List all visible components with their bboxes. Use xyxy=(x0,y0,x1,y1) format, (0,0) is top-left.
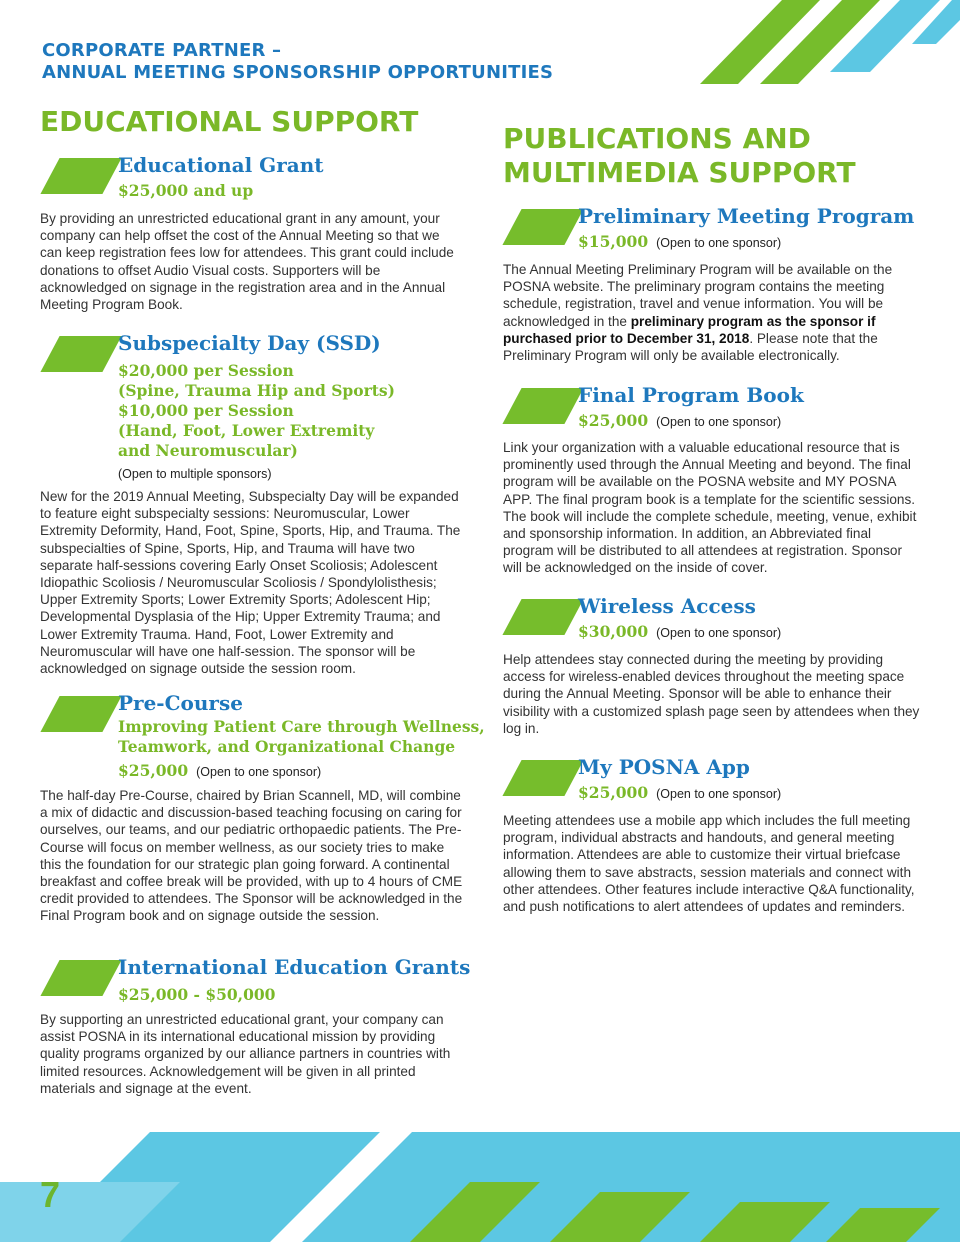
educational-grant-body: By providing an unrestricted educational grant in any amount, your company can help offset the cost of the Annual Meeting so that we can keep registration fees low for attendees. This grant could include donations to offset Audio Visual costs. Supporters will be acknowledged on signage in the registration area and in the Annual Meeting Program Book. xyxy=(40,211,454,313)
ssd-price-line-1: $20,000 per Session xyxy=(118,361,294,380)
precourse-header xyxy=(118,691,485,781)
ssd-title: Subspecialty Day (SSD) xyxy=(118,331,381,355)
ssd-body: New for the 2019 Annual Meeting, Subspecialty Day will be expanded to feature eight subspecialty sessions: Neuromuscular, Lower Extremity Deformity, Hand, Foot, Spine, Sports, Hip, and Trauma. The subspecialties of Spine, Sports, Hip, and Trauma will have two separate half-sessions covering Early Onset Scoliosis; Adolescent Idiopathic Scoliosis / Neuromuscular Scoliosis / Spondylolisthesis; Upper Extremity Sports; Lower Extremity Sports; Adolescent Hip; Developmental Dysplasia of the Hip; Upper Extremity Trauma; and Lower Extremity Trauma. Hand, Foot, Lower Extremity and Neuromuscular will have one half-session. The sponsor will be acknowledged on signage outside the session room. xyxy=(40,489,461,677)
prelim-program-header xyxy=(578,204,914,252)
posna-app-title: My POSNA App xyxy=(578,755,750,779)
posna-app-header xyxy=(578,755,781,803)
green-parallelogram-icon xyxy=(40,696,121,732)
ssd-sponsor-note: (Open to multiple sponsors) xyxy=(118,467,272,481)
posna-app-sponsor-note: (Open to one sponsor) xyxy=(656,787,782,801)
final-program-sponsor-note: (Open to one sponsor) xyxy=(656,415,782,429)
final-program-header xyxy=(578,383,804,431)
precourse-price: $25,000 xyxy=(118,761,189,780)
kicker-line-2: ANNUAL MEETING SPONSORSHIP OPPORTUNITIES xyxy=(42,62,554,83)
prelim-body-part-a: The Annual Meeting Preliminary Program will be available on the POSNA website. The preliminary program contains the meeting schedule, registration, travel and venue information. You will be acknowledged in the xyxy=(503,262,893,329)
prelim-body-part-b: . Please note that the Preliminary Program will only be available electronically. xyxy=(503,330,878,364)
precourse-sponsor-note: (Open to one sponsor) xyxy=(196,765,322,779)
posna-app-price: $25,000 xyxy=(578,783,649,802)
green-parallelogram-icon xyxy=(40,336,121,372)
green-parallelogram-icon xyxy=(40,960,121,996)
intl-grants-title: International Education Grants xyxy=(118,955,471,979)
precourse-subtitle-line-2: Teamwork, and Organizational Change xyxy=(118,737,456,756)
wireless-access-price: $30,000 xyxy=(578,622,649,641)
educational-grant-header xyxy=(118,153,324,201)
publications-heading-line-1: PUBLICATIONS AND xyxy=(503,122,811,155)
kicker-line-1: CORPORATE PARTNER – xyxy=(42,40,282,61)
ssd-price-line-4: (Hand, Foot, Lower Extremity xyxy=(118,421,375,440)
ssd-price-line-5: and Neuromuscular) xyxy=(118,441,298,460)
precourse-title: Pre-Course xyxy=(118,691,243,715)
precourse-body: The half-day Pre-Course, chaired by Brian Scannell, MD, will combine a mix of didactic and discussion-based teaching focusing on caring for ourselves, our teams, and our pediatric orthopaedic patients. The Pre-Course will focus on member wellness, as our society tries to make this the foundation for our strategic plan going forward. A continental breakfast and coffee break will be provided, with up to 4 hours of CME credit provided to attendees. The Sponsor will be acknowledged in the Final Program book and on signage outside the session. xyxy=(40,788,463,924)
educational-grant-title: Educational Grant xyxy=(118,153,324,177)
top-right-stripes-graphic xyxy=(700,0,960,96)
publications-heading xyxy=(503,122,856,190)
intl-grants-price: $25,000 - $50,000 xyxy=(118,985,276,1004)
page-kicker xyxy=(42,40,553,84)
wireless-access-sponsor-note: (Open to one sponsor) xyxy=(656,626,782,640)
ssd-header xyxy=(118,331,395,483)
precourse-subtitle-line-1: Improving Patient Care through Wellness, xyxy=(118,717,485,736)
page-number: 7 xyxy=(40,1174,61,1215)
posna-app-body: Meeting attendees use a mobile app which includes the full meeting program, individual abstracts and handouts, and general meeting information. Attendees are able to customize their virtual briefcase allowing them to save abstracts, session materials and connect with other attendees. Other features include interactive Q&A functionality, and push notifications to alert attendees of updates and reminders. xyxy=(503,813,915,915)
bottom-stripes-graphic xyxy=(0,1122,960,1242)
intl-grants-body: By supporting an unrestricted educational grant, your company can assist POSNA in its international educational mission by providing quality programs organized by our alliance partners in countries with limited resources. Acknowledgement will be given in all printed materials and signage at the event. xyxy=(40,1012,451,1096)
educational-support-heading: EDUCATIONAL SUPPORT xyxy=(40,105,419,138)
wireless-access-header xyxy=(578,594,781,642)
final-program-body: Link your organization with a valuable educational resource that is prominently used through the Annual Meeting and beyond. The final program will be available on the POSNA website and MY POSNA APP. The final program book is a template for the scientific sessions. The book will include the complete schedule, meeting, venue, exhibit and sponsorship information. In addition, an Abbreviated final program will be distributed to all attendees at registration. Sponsor will be acknowledged on the inside of cover. xyxy=(503,440,917,576)
educational-grant-price: $25,000 and up xyxy=(118,181,254,200)
prelim-program-price: $15,000 xyxy=(578,232,649,251)
ssd-price-line-2: (Spine, Trauma Hip and Sports) xyxy=(118,381,395,400)
green-parallelogram-icon xyxy=(40,158,121,194)
green-parallelogram-icon xyxy=(502,760,583,796)
prelim-body-bold: preliminary program as the sponsor if purchased prior to December 31, 2018 xyxy=(503,313,876,346)
wireless-access-body: Help attendees stay connected during the meeting by providing access for wireless-enabled devices throughout the meeting space during the Annual Meeting. Sponsor will be able to enhance their visibility with a customized splash page seen by attendees when they log in. xyxy=(503,652,920,736)
prelim-program-title: Preliminary Meeting Program xyxy=(578,204,915,228)
green-parallelogram-icon xyxy=(502,388,583,424)
green-parallelogram-icon xyxy=(502,599,583,635)
final-program-title: Final Program Book xyxy=(578,383,804,407)
wireless-access-title: Wireless Access xyxy=(578,594,756,618)
publications-heading-line-2: MULTIMEDIA SUPPORT xyxy=(503,156,856,189)
intl-grants-header xyxy=(118,955,470,1005)
ssd-price-line-3: $10,000 per Session xyxy=(118,401,294,420)
final-program-price: $25,000 xyxy=(578,411,649,430)
prelim-program-sponsor-note: (Open to one sponsor) xyxy=(656,236,782,250)
green-parallelogram-icon xyxy=(502,209,583,245)
prelim-program-body xyxy=(503,261,923,364)
